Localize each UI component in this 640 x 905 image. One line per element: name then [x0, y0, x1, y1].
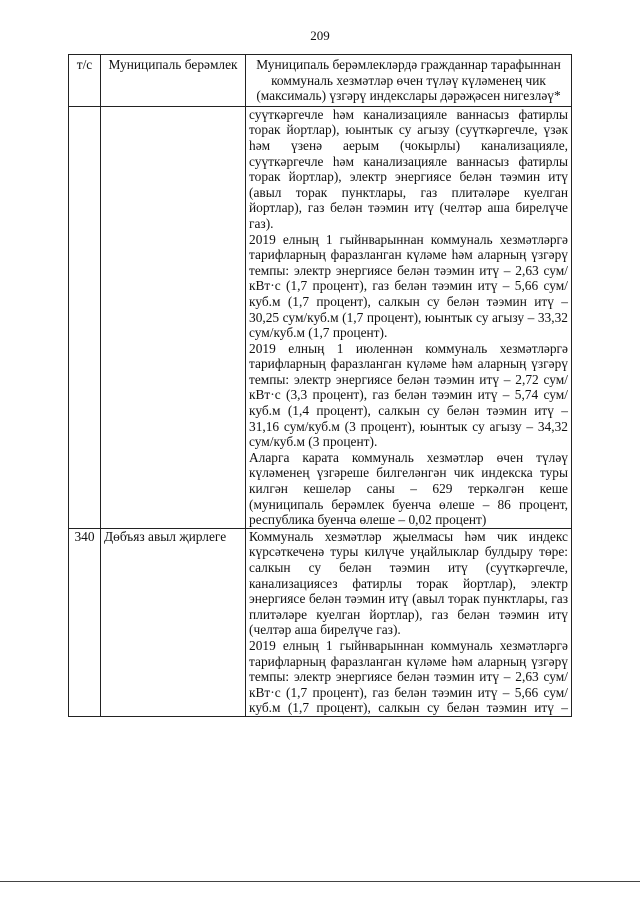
paragraph: Коммуналь хезмәтләр җыелмасы һәм чик индекс күрсәткеченә туры килүче уңайлыклар булдыру төре: салкын су белән тәэмин итү (суүткәргечле, канализациясез фатирлы торак йортлар), электр энергиясе белән тәэмин итү (авыл торак пунктлары, газ плитәләре куелган йортлар), газ белән тәэмин итү (челтәр аша бирелүче газ). [249, 528, 568, 638]
municipality-name [101, 106, 246, 528]
table-header-row [69, 55, 572, 107]
paragraph: 2019 елның 1 гыйнварыннан коммуналь хезмәтләргә тарифларның фаразланган күләме һәм аларның үзгәрү темпы: электр энергиясе белән тәэмин итү – 2,63 сум/кВт·с (1,7 процент), газ белән тәэмин итү – 5,66 сум/куб.м (1,7 процент), салкын су белән тәэмин итү – 30,25 сум/куб.м (1,7 процент), юынтык су агызу – 33,32 сум/куб.м (1,7 процент). [249, 231, 568, 341]
header-row-number: т/с [69, 55, 101, 107]
paragraph: суүткәргечле һәм канализацияле ваннасыз фатирлы торак йортлар), юынтык су агызу (суүткәргечле, үзәк һәм үзенә аерым (чокырлы) канализацияле, суүткәргечле һәм канализацияле ваннасыз фатирлы торак йортлар), электр энергиясе белән тәэмин итү (авыл торак пунктлары, газ плитәләре куелган йортлар), газ белән тәэмин итү (челтәр аша бирелүче газ). [249, 106, 568, 231]
justification-cell [246, 106, 572, 528]
justification-cell [246, 528, 572, 716]
paragraph: 2019 елның 1 июленнән коммуналь хезмәтләргә тарифларның фаразланган күләме һәм аларның үзгәрү темпы: электр энергиясе белән тәэмин итү – 2,72 сум/кВт·с (3,3 процент), газ белән тәэмин итү – 5,74 сум/куб.м (1,4 процент), салкын су белән тәэмин итү – 31,16 сум/куб.м (3 процент), юынтык су агызу – 34,32 сум/куб.м (3 процент). [249, 340, 568, 450]
municipality-name: Дөбъяз авыл җирлеге [101, 528, 246, 716]
header-justification: Муниципаль берәмлекләрдә гражданнар тарафыннан коммуналь хезмәтләр өчен түләү күләменең чик (максималь) үзгәрү индекслары дәрәҗәсен нигезләү* [246, 55, 572, 107]
tariff-table [68, 54, 572, 717]
paragraph: Аларга карата коммуналь хезмәтләр өчен түләү күләменең үзгәреше билгеләнгән чик индекска туры килгән кешеләр саны – 629 теркәлгән кеше (муниципаль берәмлек буенча өлеше – 86 процент, республика буенча өлеше – 0,02 процент) [249, 449, 568, 528]
page-number: 209 [310, 28, 330, 43]
paragraph: 2019 елның 1 гыйнварыннан коммуналь хезмәтләргә тарифларның фаразланган күләме һәм аларның үзгәрү темпы: электр энергиясе белән тәэмин итү – 2,63 сум/кВт·с (1,7 процент), газ белән тәэмин итү – 5,66 сум/куб.м (1,7 процент), салкын су белән тәэмин итү – [249, 637, 568, 716]
header-municipality: Муниципаль берәмлек [101, 55, 246, 107]
row-number [69, 106, 101, 528]
row-number: 340 [69, 528, 101, 716]
page-bottom-rule [0, 881, 640, 882]
table-row [69, 528, 572, 716]
table-row [69, 106, 572, 528]
